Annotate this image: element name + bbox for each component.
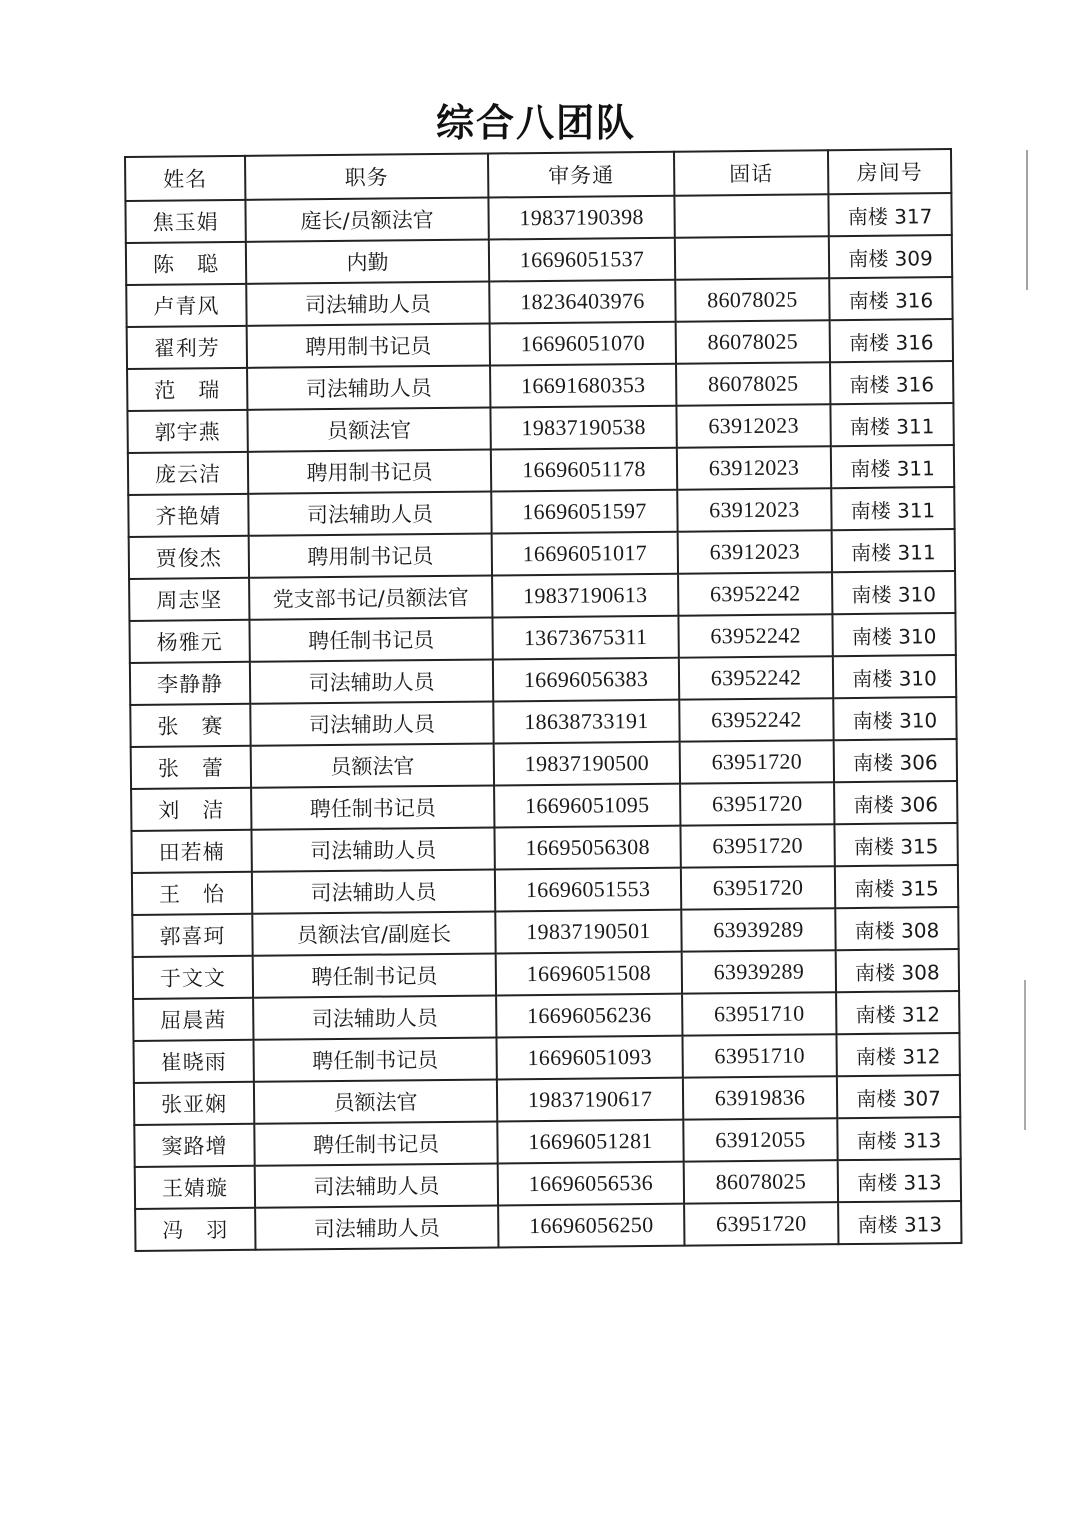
cell-name: 陈 聪 — [126, 242, 246, 285]
cell-mobile: 19837190501 — [495, 910, 681, 954]
cell-landline: 63951720 — [680, 740, 834, 783]
cell-name: 庞云洁 — [128, 452, 248, 495]
cell-mobile: 16696056383 — [493, 658, 679, 702]
cell-room: 南楼 310 — [832, 613, 955, 656]
cell-landline: 63951720 — [680, 824, 834, 867]
cell-mobile: 16696051095 — [494, 784, 680, 828]
cell-name: 屈晨茜 — [133, 998, 253, 1041]
cell-mobile: 16696051093 — [496, 1036, 682, 1080]
cell-room: 南楼 308 — [836, 949, 959, 992]
cell-landline: 63912055 — [683, 1118, 837, 1161]
cell-landline — [675, 236, 829, 279]
cell-landline: 63912023 — [677, 446, 831, 489]
cell-name: 郭宇燕 — [127, 410, 247, 453]
cell-role: 司法辅助人员 — [248, 491, 491, 535]
cell-role: 聘用制书记员 — [247, 323, 490, 367]
cell-landline: 63952242 — [679, 656, 833, 699]
cell-mobile: 16696051553 — [495, 868, 681, 912]
cell-role: 员额法官 — [251, 743, 494, 787]
cell-name: 王 怡 — [132, 872, 252, 915]
cell-room: 南楼 312 — [836, 991, 959, 1034]
cell-landline: 63951710 — [682, 992, 836, 1035]
cell-landline: 63912023 — [677, 488, 831, 531]
cell-landline: 63951720 — [681, 866, 835, 909]
cell-role: 聘任制书记员 — [249, 617, 492, 661]
cell-name: 刘 洁 — [131, 788, 251, 831]
cell-mobile: 16696051070 — [490, 322, 676, 366]
cell-role: 司法辅助人员 — [255, 1163, 498, 1207]
cell-mobile: 16696056236 — [496, 994, 682, 1038]
roster-sheet — [124, 148, 960, 1252]
cell-role: 聘任制书记员 — [253, 953, 496, 997]
cell-landline: 63912023 — [678, 530, 832, 573]
cell-landline: 86078025 — [676, 320, 830, 363]
header-mobile: 审务通 — [488, 152, 674, 198]
page-title: 综合八团队 — [435, 101, 636, 145]
cell-role: 聘任制书记员 — [251, 785, 494, 829]
cell-room: 南楼 315 — [835, 865, 958, 908]
cell-landline: 86078025 — [675, 278, 829, 321]
cell-role: 司法辅助人员 — [255, 1205, 498, 1249]
cell-role: 员额法官 — [247, 407, 490, 451]
cell-mobile: 13673675311 — [492, 616, 678, 660]
cell-landline: 63952242 — [679, 698, 833, 741]
cell-name: 张 蕾 — [131, 746, 251, 789]
header-row — [125, 149, 951, 201]
cell-room: 南楼 306 — [834, 739, 957, 782]
cell-mobile: 19837190613 — [492, 574, 678, 618]
scan-edge-mark — [1024, 980, 1026, 1130]
cell-name: 焦玉娟 — [125, 200, 245, 243]
cell-landline: 63952242 — [678, 614, 832, 657]
cell-room: 南楼 310 — [833, 655, 956, 698]
cell-mobile: 16696056250 — [498, 1204, 684, 1248]
cell-landline — [674, 194, 828, 237]
roster-body — [125, 193, 961, 1251]
cell-mobile: 19837190538 — [490, 406, 676, 450]
cell-room: 南楼 313 — [838, 1159, 961, 1202]
cell-room: 南楼 316 — [830, 319, 953, 362]
cell-name: 王婧璇 — [135, 1166, 255, 1209]
cell-name: 杨雅元 — [129, 620, 249, 663]
cell-mobile: 19837190617 — [497, 1078, 683, 1122]
cell-landline: 63951720 — [684, 1202, 838, 1245]
cell-role: 聘任制书记员 — [254, 1121, 497, 1165]
cell-name: 张亚娴 — [134, 1082, 254, 1125]
scan-edge-mark — [1026, 150, 1028, 290]
cell-mobile: 19837190500 — [494, 742, 680, 786]
cell-landline: 86078025 — [676, 362, 830, 405]
cell-mobile: 16696051017 — [492, 532, 678, 576]
cell-role: 司法辅助人员 — [252, 869, 495, 913]
cell-role: 司法辅助人员 — [246, 281, 489, 325]
cell-role: 聘用制书记员 — [249, 533, 492, 577]
cell-room: 南楼 311 — [832, 529, 955, 572]
cell-landline: 63952242 — [678, 572, 832, 615]
cell-landline: 63912023 — [676, 404, 830, 447]
cell-landline: 63919836 — [683, 1076, 837, 1119]
cell-mobile: 16696051281 — [497, 1120, 683, 1164]
cell-landline: 63951720 — [680, 782, 834, 825]
cell-name: 齐艳婧 — [128, 494, 248, 537]
cell-room: 南楼 316 — [829, 277, 952, 320]
cell-landline: 63951710 — [682, 1034, 836, 1077]
cell-room: 南楼 311 — [830, 403, 953, 446]
cell-name: 范 瑞 — [127, 368, 247, 411]
cell-room: 南楼 310 — [833, 697, 956, 740]
roster-table — [124, 148, 962, 1252]
cell-mobile: 16696056536 — [498, 1162, 684, 1206]
cell-name: 崔晓雨 — [133, 1040, 253, 1083]
cell-room: 南楼 315 — [834, 823, 957, 866]
cell-room: 南楼 312 — [836, 1033, 959, 1076]
cell-role: 司法辅助人员 — [253, 995, 496, 1039]
header-room: 房间号 — [828, 149, 951, 194]
cell-room: 南楼 311 — [831, 487, 954, 530]
cell-mobile: 18638733191 — [493, 700, 679, 744]
cell-mobile: 16696051178 — [491, 448, 677, 492]
cell-name: 田若楠 — [131, 830, 251, 873]
cell-name: 李静静 — [130, 662, 250, 705]
cell-room: 南楼 317 — [828, 193, 951, 236]
cell-role: 员额法官 — [254, 1079, 497, 1123]
cell-mobile: 19837190398 — [488, 196, 674, 240]
cell-room: 南楼 316 — [830, 361, 953, 404]
cell-role: 庭长/员额法官 — [245, 198, 488, 242]
cell-mobile: 18236403976 — [489, 280, 675, 324]
cell-role: 聘用制书记员 — [248, 449, 491, 493]
cell-room: 南楼 313 — [838, 1201, 961, 1244]
cell-mobile: 16696051537 — [489, 238, 675, 282]
cell-role: 司法辅助人员 — [251, 827, 494, 871]
cell-role: 聘任制书记员 — [253, 1037, 496, 1081]
cell-name: 周志坚 — [129, 578, 249, 621]
cell-role: 司法辅助人员 — [247, 365, 490, 409]
cell-room: 南楼 313 — [837, 1117, 960, 1160]
header-role: 职务 — [245, 154, 488, 200]
cell-name: 于文文 — [133, 956, 253, 999]
cell-role: 员额法官/副庭长 — [252, 911, 495, 955]
cell-role: 内勤 — [246, 240, 489, 284]
cell-room: 南楼 308 — [835, 907, 958, 950]
cell-landline: 63939289 — [681, 908, 835, 951]
cell-room: 南楼 311 — [831, 445, 954, 488]
cell-room: 南楼 306 — [834, 781, 957, 824]
cell-mobile: 16695056308 — [494, 826, 680, 870]
cell-name: 冯 羽 — [135, 1208, 255, 1251]
cell-room: 南楼 307 — [837, 1075, 960, 1118]
cell-name: 张 赛 — [130, 704, 250, 747]
cell-name: 翟利芳 — [127, 326, 247, 369]
cell-mobile: 16691680353 — [490, 364, 676, 408]
cell-role: 司法辅助人员 — [250, 659, 493, 703]
cell-name: 贾俊杰 — [129, 536, 249, 579]
cell-role: 党支部书记/员额法官 — [249, 575, 492, 619]
cell-room: 南楼 310 — [832, 571, 955, 614]
cell-role: 司法辅助人员 — [250, 701, 493, 745]
cell-landline: 86078025 — [684, 1160, 838, 1203]
cell-name: 卢青风 — [126, 284, 246, 327]
cell-mobile: 16696051597 — [491, 490, 677, 534]
header-name: 姓名 — [125, 156, 245, 201]
table-row — [135, 1201, 961, 1251]
cell-room: 南楼 309 — [829, 235, 952, 278]
cell-mobile: 16696051508 — [496, 952, 682, 996]
header-landline: 固话 — [674, 150, 828, 195]
cell-name: 郭喜珂 — [132, 914, 252, 957]
cell-landline: 63939289 — [682, 950, 836, 993]
cell-name: 窦路增 — [134, 1124, 254, 1167]
